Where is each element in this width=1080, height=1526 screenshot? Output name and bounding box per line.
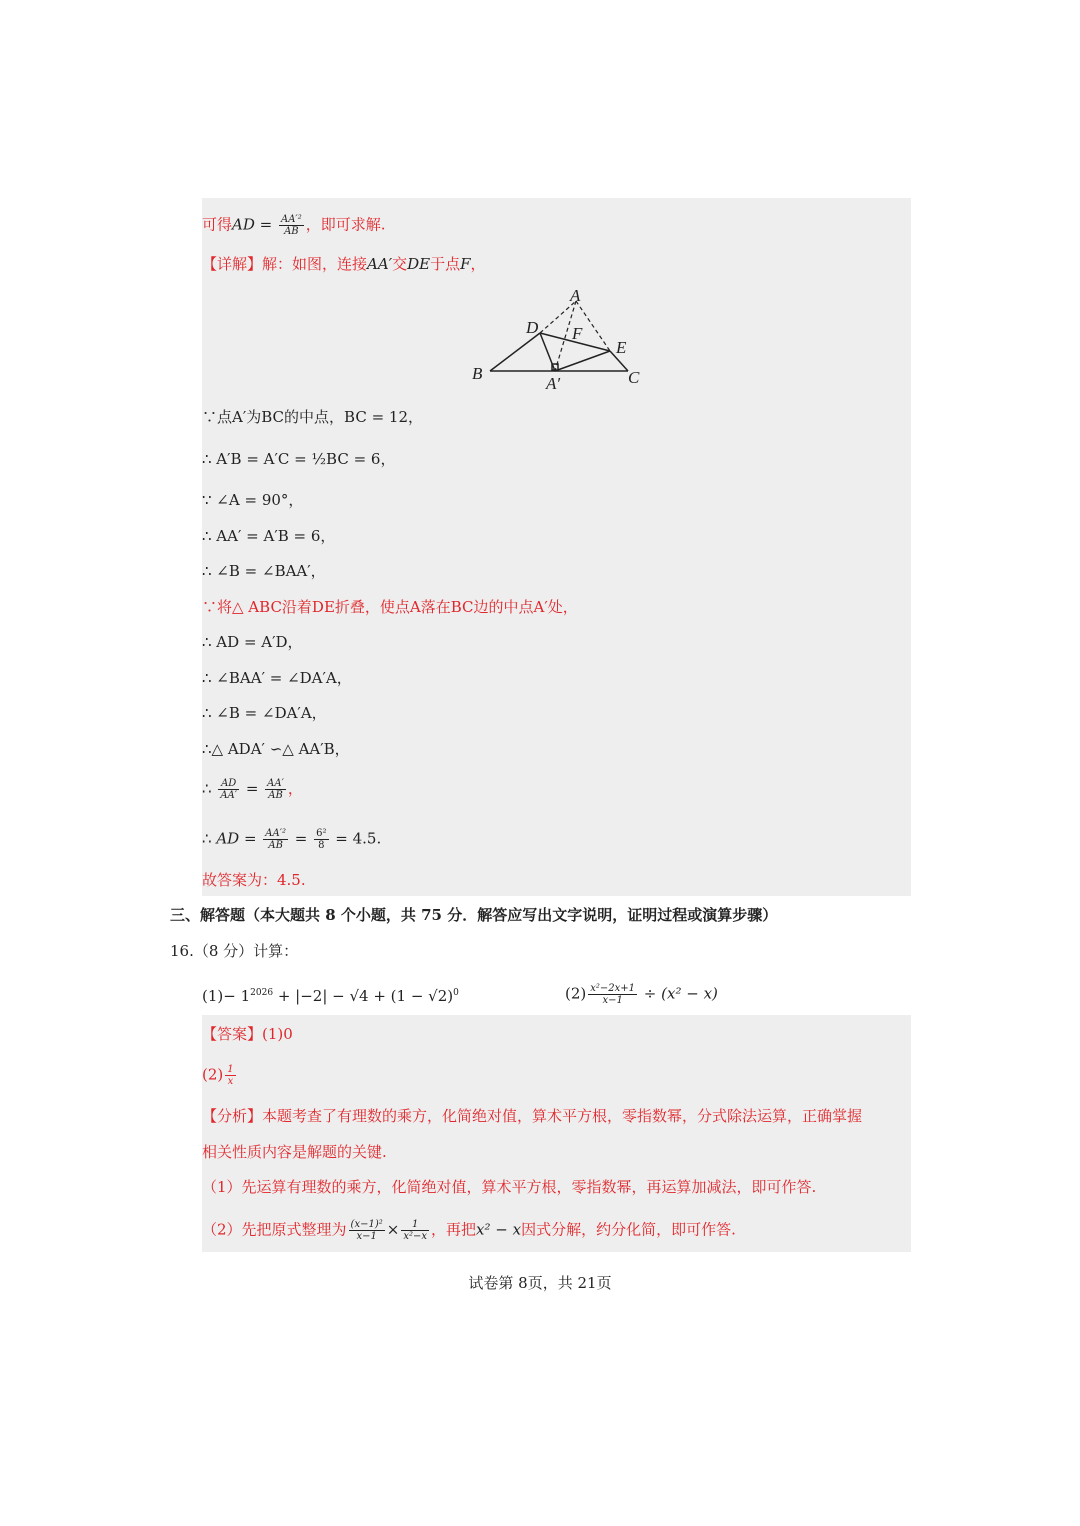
step-text: ∴ AA′ = A′B = 6， <box>202 527 336 545</box>
segment-A-prime-E <box>555 351 610 371</box>
triangle-diagram <box>460 283 660 393</box>
part1-rest: + |−2| − √4 + (1 − √2) <box>273 987 454 1005</box>
answer-2-numerator: 1 <box>227 1064 234 1075</box>
part2-prefix: (2) <box>565 984 587 1003</box>
step-line <box>202 632 303 652</box>
section-heading-text: 三、解答题（本大题共 8 个小题，共 75 分．解答应写出文字说明，证明过程或演算步骤） <box>170 906 778 924</box>
step-line <box>202 703 327 723</box>
part2-denominator: x−1 <box>602 995 623 1006</box>
question-part-2 <box>565 983 718 1006</box>
label-A-prime: A′ <box>546 374 561 393</box>
solution-text: 可得 <box>202 215 233 234</box>
step-line <box>202 490 303 510</box>
step-text: ∵将△ ABC沿着DE折叠，使点A落在BC边的中点A′处， <box>202 598 578 616</box>
label-C: C <box>628 368 640 387</box>
solution-text: 解：如图，连接 <box>262 255 368 273</box>
part2-numerator: x²−2x+1 <box>590 983 636 994</box>
ratio-line: ∴ $\frac{AD}{AA'}$ = $\frac{AA'}{AB}$ ， <box>202 778 303 801</box>
step-line <box>202 526 335 546</box>
answer-2-prefix: (2) <box>202 1065 224 1084</box>
step-line <box>202 597 578 617</box>
question-title <box>170 941 298 961</box>
step-text: ∴△ ADA′ ∽△ AA′B， <box>202 740 350 758</box>
analysis-line-1 <box>202 1106 862 1126</box>
page-footer <box>0 1272 1080 1293</box>
step-text: ∴ AD = A′D， <box>202 633 303 651</box>
label-B: B <box>472 364 483 383</box>
label-F: F <box>572 324 583 343</box>
analysis-text: 本题考查了有理数的乘方，化简绝对值，算术平方根，零指数幂，分式除法运算，正确掌握 <box>262 1107 863 1125</box>
segment-BD <box>490 333 540 371</box>
section-heading <box>170 905 777 925</box>
analysis-text: 相关性质内容是解题的关键. <box>202 1143 387 1161</box>
analysis-step-text: ，再把 <box>431 1220 477 1239</box>
answer-tag: 【答案】 <box>202 1025 263 1043</box>
step-line <box>202 668 352 688</box>
step-line <box>202 407 423 427</box>
solution-line-2: 【详解】解：如图，连接AA′交DE于点F， <box>202 255 486 273</box>
step-text: ∵点A′为BC的中点，BC = 12， <box>202 408 423 426</box>
step-text: ∴ ∠B = ∠DA′A， <box>202 704 327 722</box>
analysis-step-text: 因式分解，约分化简，即可作答. <box>521 1220 736 1239</box>
step-line <box>202 739 350 759</box>
part1-text: (1)− 1 <box>202 987 251 1005</box>
label-D: D <box>526 318 539 337</box>
question-title-text: 16.（8 分）计算： <box>170 942 299 960</box>
step-text: ∵ ∠A = 90°， <box>202 491 304 509</box>
ad-result-value: = 4.5. <box>335 829 382 848</box>
answer-tag-line <box>202 1024 293 1044</box>
analysis-step-text: （1）先运算有理数的乘方，化简绝对值，算术平方根，零指数幂，再运算加减法，即可作答. <box>202 1178 817 1196</box>
answer-2-line <box>202 1064 238 1087</box>
analysis-line-2 <box>202 1142 387 1162</box>
analysis-step-text: （2）先把原式整理为 <box>202 1220 347 1239</box>
part1-zero-exponent: 0 <box>453 988 459 998</box>
label-A: A <box>570 286 581 305</box>
answer-line <box>202 870 306 890</box>
ad-result-line: ∴ AD = $\frac{\text{AA′²}}{AB}$ = $\frac{\text{6²}}{8}$ = 4.5. <box>202 828 382 851</box>
step-text: ∴ ∠BAA′ = ∠DA′A， <box>202 669 352 687</box>
answer-1: (1)0 <box>262 1025 293 1043</box>
step-line <box>202 561 326 581</box>
analysis-step-2: （2）先把原式整理为 $\frac{\text{(x−1)²}}{x-1}$ × $\frac{1}{\text{x²−x}}$ ，再把x² − x因式分解，约分化简，即可作答. <box>202 1219 736 1242</box>
answer-2-denominator: x <box>227 1076 234 1087</box>
solution-text: 于点 <box>430 255 461 273</box>
answer-block <box>202 1015 911 1252</box>
analysis-tag: 【分析】 <box>202 1107 263 1125</box>
detail-tag: 【详解】 <box>202 255 263 273</box>
therefore-symbol: ∴ <box>202 779 212 798</box>
label-E: E <box>616 338 627 357</box>
part2-rest: ÷ (x² − x) <box>639 984 718 1003</box>
solution-line-1: 可得AD = $\frac{\text{AA′²}}{AB}$ ，即可求解. <box>202 214 386 237</box>
question-part-1 <box>202 983 459 1006</box>
step-text: ∴ A′B = A′C = ½BC = 6， <box>202 450 396 468</box>
answer-text: 故答案为：4.5. <box>202 871 306 889</box>
part1-exponent: 2026 <box>250 988 274 998</box>
analysis-step-1 <box>202 1177 816 1197</box>
solution-text: 交 <box>392 255 408 273</box>
step-line <box>202 449 395 469</box>
step-text: ∴ ∠B = ∠BAA′， <box>202 562 326 580</box>
page-number-text: 试卷第 8页，共 21页 <box>468 1274 612 1292</box>
solution-text: ，即可求解. <box>305 215 386 234</box>
